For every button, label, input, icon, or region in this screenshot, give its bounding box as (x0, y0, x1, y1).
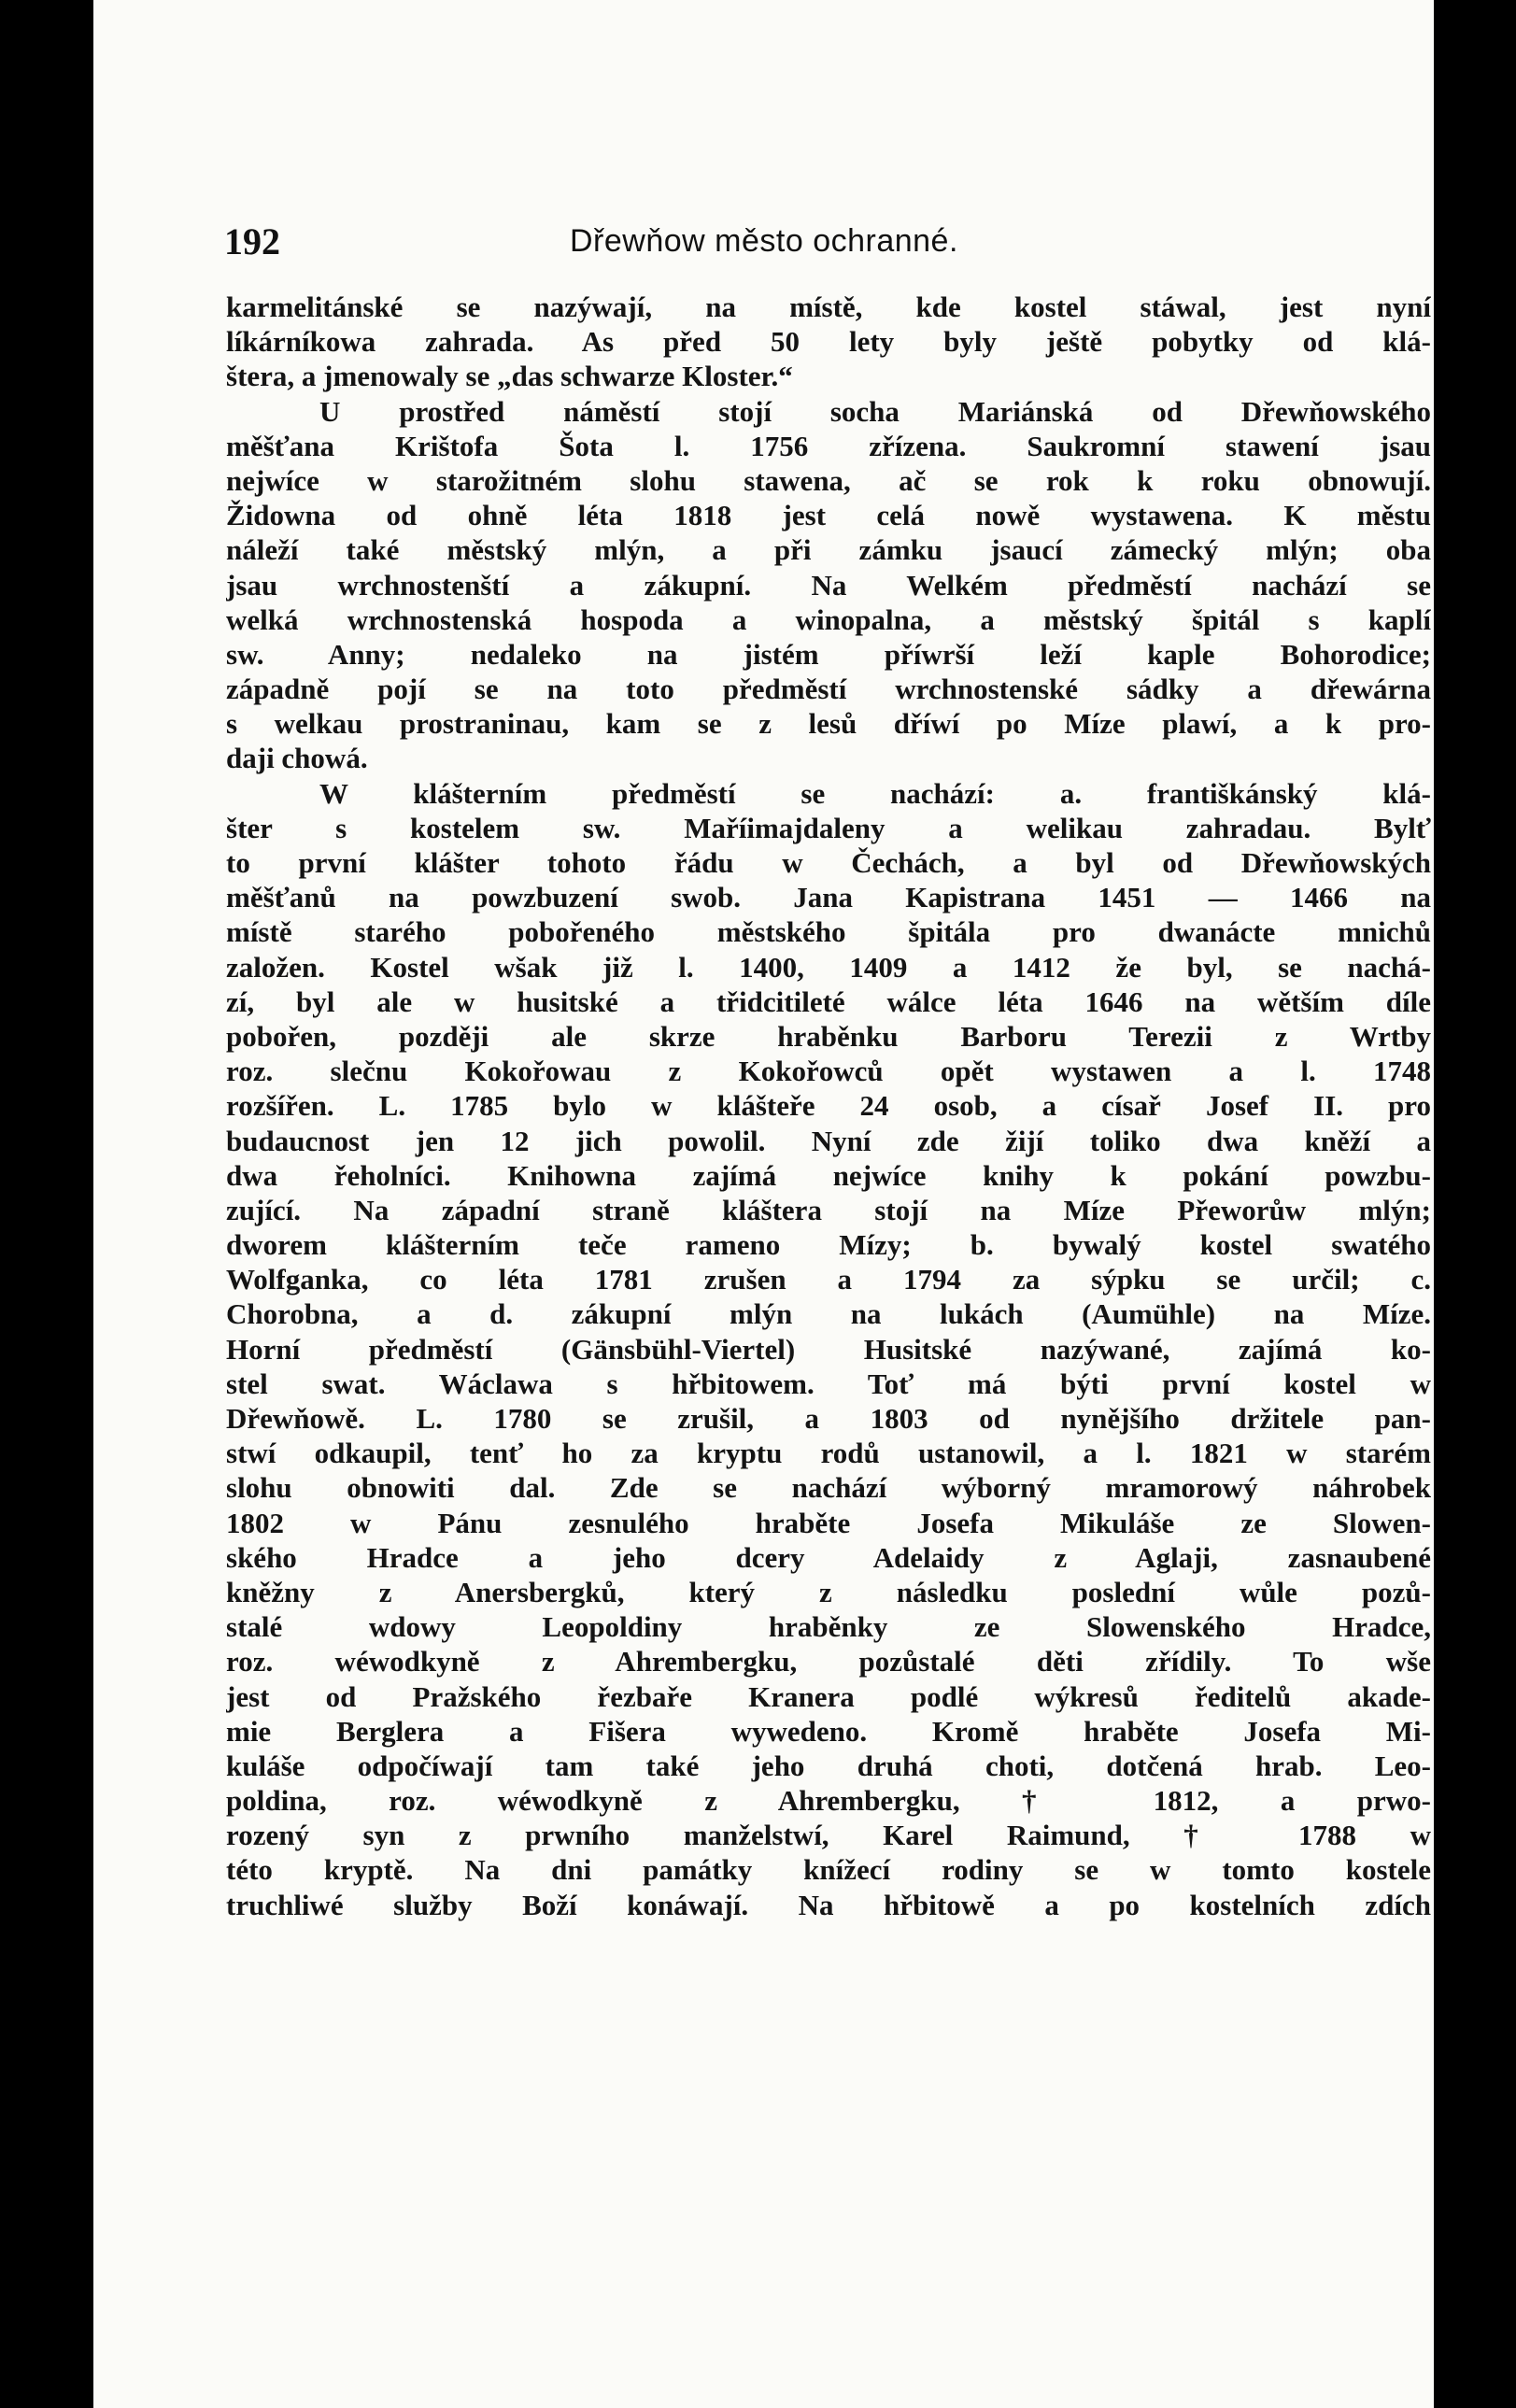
text-line: to první klášter tohoto řádu w Čechách, a byl od Dřewňowských (226, 846, 1431, 879)
text-line: W klášterním předměstí se nachází: a. františkánský klá- (319, 776, 1431, 810)
text-line: truchliwé služby Boží konáwají. Na hřbitowě a po kostelních zdích (226, 1888, 1431, 1921)
text-line: stalé wdowy Leopoldiny hraběnky ze Slowenského Hradce, (226, 1610, 1431, 1644)
text-line: roz. slečnu Kokořowau z Kokořowců opět wystawen a l. 1748 (226, 1055, 1431, 1088)
text-line: daji chowá. (226, 742, 368, 775)
text-line: náleží také městský mlýn, a při zámku jsaucí zámecký mlýn; oba (226, 533, 1431, 567)
text-line: této kryptě. Na dni památky knížecí rodiny se w tomto kostele (226, 1853, 1431, 1887)
page-header (224, 220, 1429, 276)
text-line: založen. Kostel wšak již l. 1400, 1409 a 1412 že byl, se nachá- (226, 950, 1431, 984)
text-line: mie Berglera a Fišera wywedeno. Kromě hraběte Josefa Mi- (226, 1714, 1431, 1748)
text-line: měšťana Krištofa Šota l. 1756 zřízena. Saukromní stawení jsau (226, 429, 1431, 462)
text-line: rozšířen. L. 1785 bylo w klášteře 24 osob, a císař Josef II. pro (226, 1089, 1431, 1123)
book-page (93, 0, 1434, 2408)
text-line: zující. Na západní straně kláštera stojí na Míze Přeworůw mlýn; (226, 1193, 1431, 1226)
text-line: Chorobna, a d. zákupní mlýn na lukách (Aumühle) na Míze. (226, 1297, 1431, 1331)
text-line: kuláše odpočíwají tam také jeho druhá choti, dotčená hrab. Leo- (226, 1749, 1431, 1782)
text-line: jest od Pražského řezbaře Kranera podlé wýkresů ředitelů akade- (226, 1679, 1431, 1713)
text-line: dwa řeholníci. Knihowna zajímá nejwíce knihy k pokání powzbu- (226, 1158, 1431, 1192)
text-line: karmelitánské se nazýwají, na místě, kde kostel stáwal, jest nyní (226, 290, 1431, 323)
text-line: štera, a jmenowaly se „das schwarze Kloster.“ (226, 360, 793, 393)
page-number: 192 (224, 220, 280, 262)
text-line: stel swat. Wáclawa s hřbitowem. Toť má býti první kostel w (226, 1367, 1431, 1400)
text-line: welká wrchnostenská hospoda a winopalna, a městský špitál s kaplí (226, 602, 1431, 636)
text-line: stwí odkaupil, tenť ho za kryptu rodů ustanowil, a l. 1821 w starém (226, 1437, 1431, 1470)
text-line: slohu obnowiti dal. Zde se nachází wýborný mramorowý náhrobek (226, 1471, 1431, 1505)
text-line: sw. Anny; nedaleko na jistém příwrší leží kaple Bohorodice; (226, 637, 1431, 671)
text-line: roz. wéwodkyně z Ahrembergku, pozůstalé děti zřídily. To wše (226, 1645, 1431, 1679)
text-line: poldina, roz. wéwodkyně z Ahrembergku, † 1812, a prwo- (226, 1784, 1431, 1818)
text-line: 1802 w Pánu zesnulého hraběte Josefa Mikuláše ze Slowen- (226, 1506, 1431, 1539)
text-line: Horní předměstí (Gänsbühl-Viertel) Husitské nazýwané, zajímá ko- (226, 1332, 1431, 1366)
text-line: šter s kostelem sw. Maříimajdaleny a welikau zahradau. Bylť (226, 811, 1431, 844)
text-line: Dřewňowě. L. 1780 se zrušil, a 1803 od nynějšího držitele pan- (226, 1402, 1431, 1435)
text-line: pobořen, později ale skrze hraběnku Barboru Terezii z Wrtby (226, 1019, 1431, 1053)
text-line: s welkau prostraninau, kam se z lesů dříwí po Míze plawí, a k pro- (226, 707, 1431, 741)
text-line: nejwíce w starožitném slohu stawena, ač se rok k roku obnowují. (226, 463, 1431, 497)
text-line: dworem klášterním teče rameno Mízy; b. bywalý kostel swatého (226, 1228, 1431, 1262)
text-line: jsau wrchnostenští a zákupní. Na Welkém předměstí nachází se (226, 568, 1431, 602)
text-line: budaucnost jen 12 jich powolil. Nyní zde žijí toliko dwa kněží a (226, 1124, 1431, 1157)
text-line: místě starého pobořeného městského špitála pro dwanácte mnichů (226, 915, 1431, 949)
text-line: zí, byl ale w husitské a třidcitileté wálce léta 1646 na wětším díle (226, 984, 1431, 1018)
text-line: Židowna od ohně léta 1818 jest celá nowě wystawena. K městu (226, 499, 1431, 532)
text-line: líkárníkowa zahrada. As před 50 lety byly ještě pobytky od klá- (226, 325, 1431, 359)
body-text (226, 290, 1431, 1922)
running-title: Dřewňow město ochranné. (570, 223, 958, 259)
text-line: západně pojí se na toto předměstí wrchnostenské sádky a dřewárna (226, 673, 1431, 706)
text-line: měšťanů na powzbuzení swob. Jana Kapistrana 1451 — 1466 na (226, 881, 1431, 914)
text-line: Wolfganka, co léta 1781 zrušen a 1794 za sýpku se určil; c. (226, 1263, 1431, 1296)
text-line: ského Hradce a jeho dcery Adelaidy z Aglaji, zasnaubené (226, 1540, 1431, 1574)
text-line: kněžny z Anersbergků, který z následku poslední wůle pozů- (226, 1575, 1431, 1608)
text-line: rozený syn z prwního manželstwí, Karel Raimund, † 1788 w (226, 1819, 1431, 1852)
text-line: U prostřed náměstí stojí socha Mariánská od Dřewňowského (319, 394, 1431, 428)
